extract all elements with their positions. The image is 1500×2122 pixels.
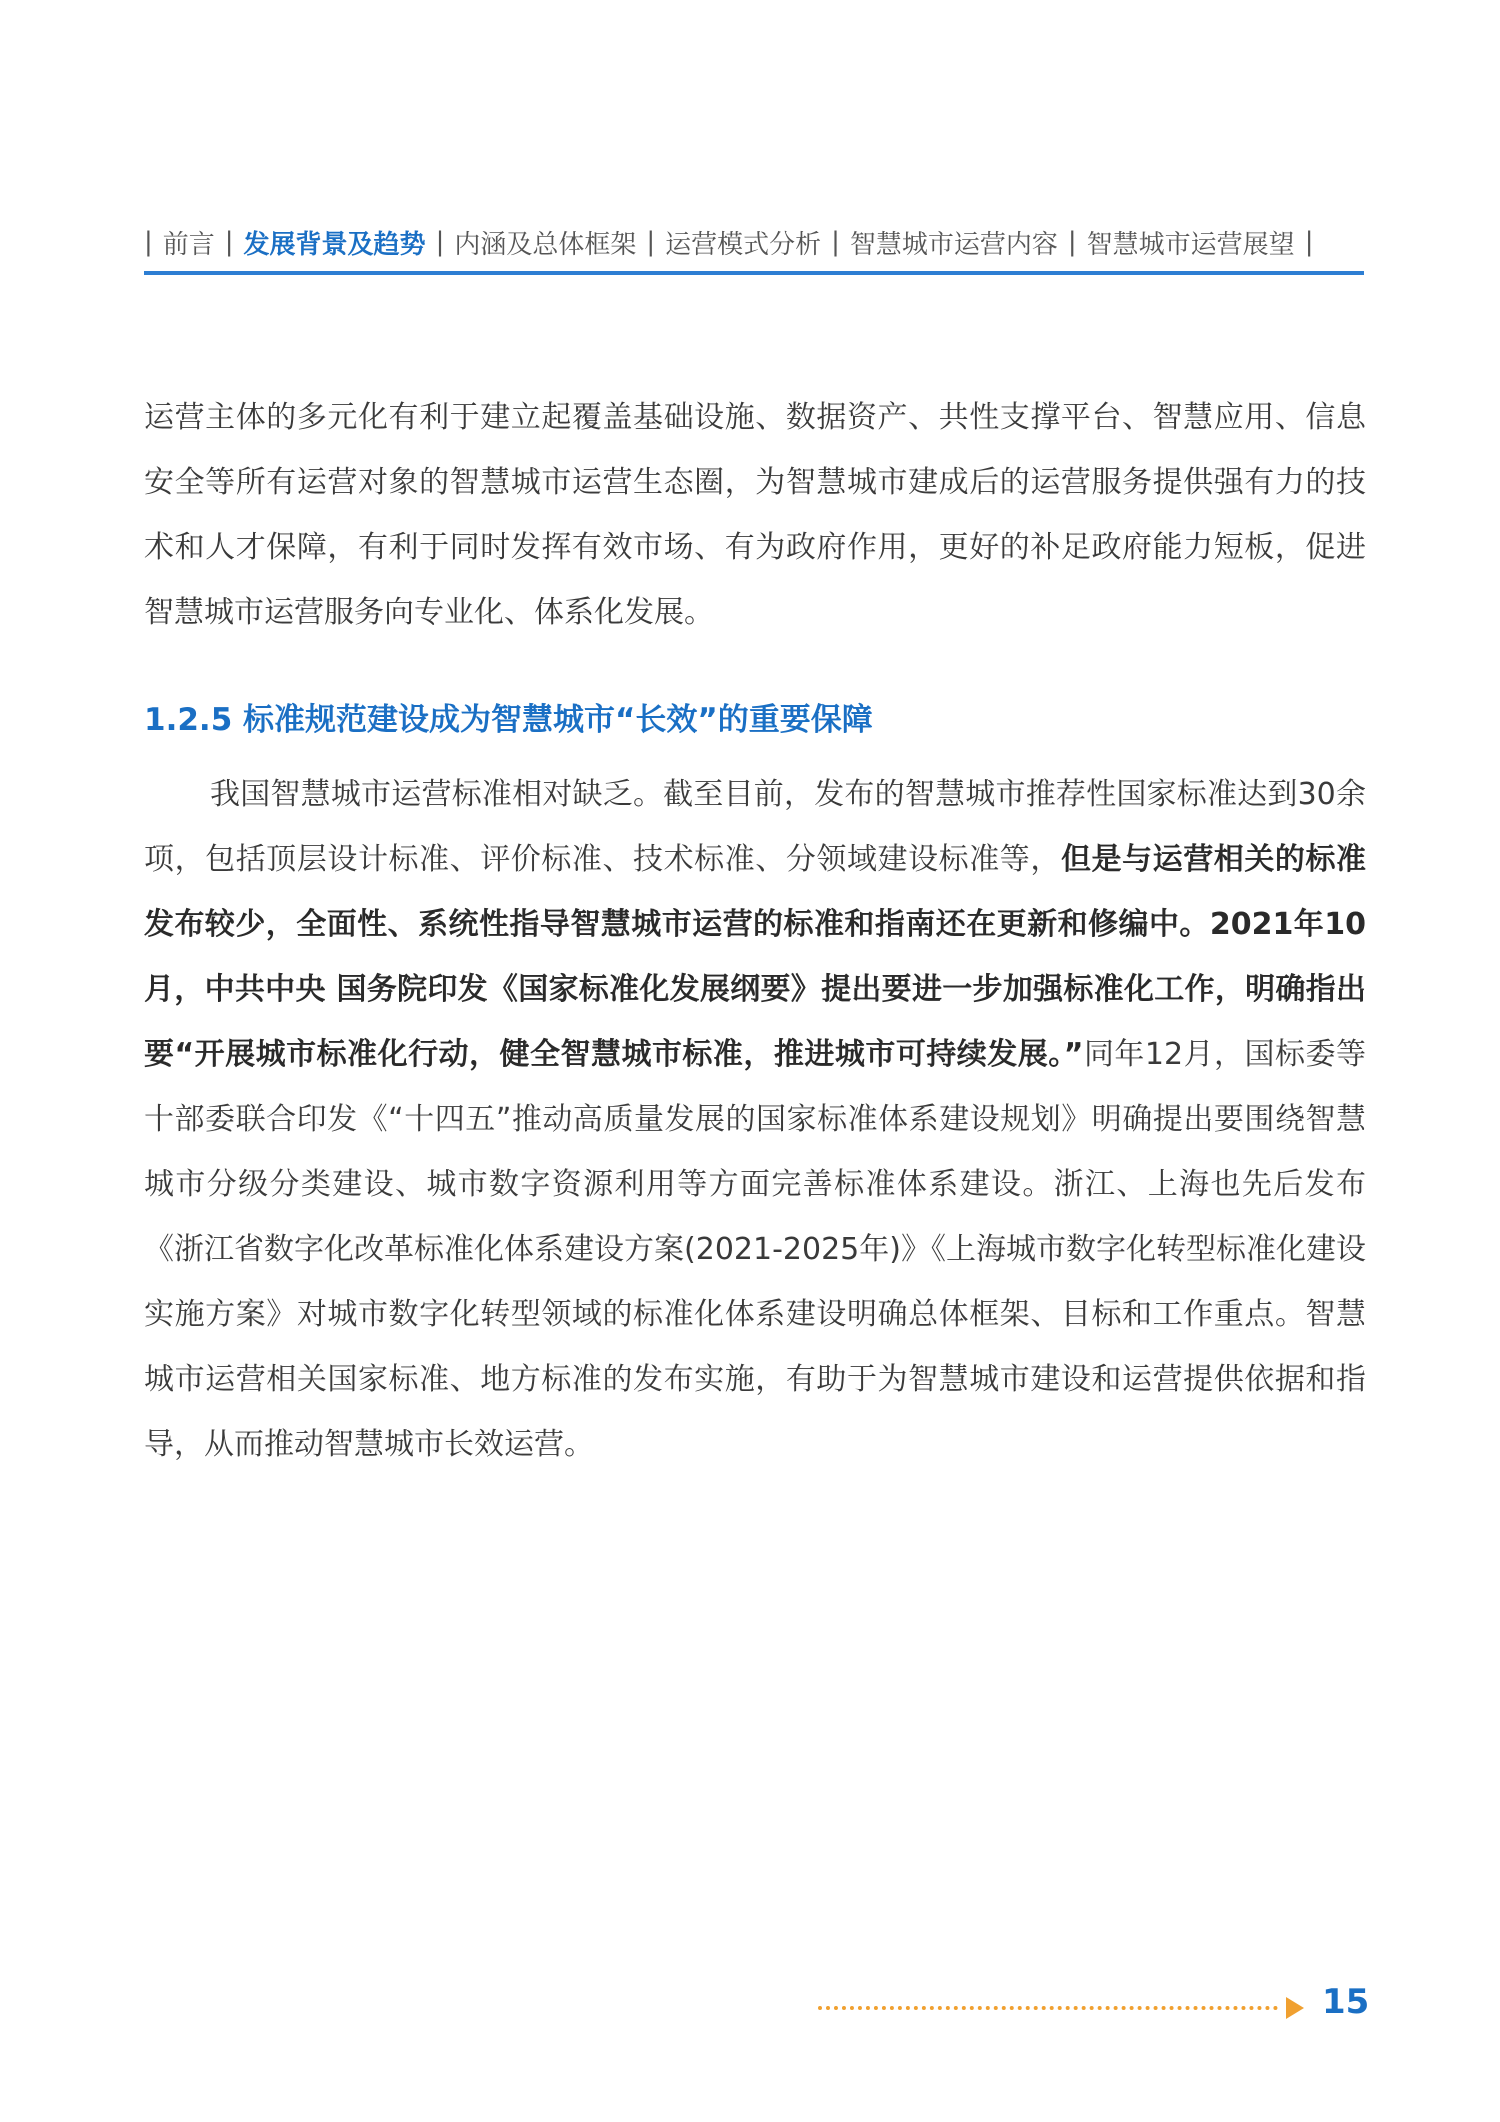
page-number: 15 xyxy=(1322,1982,1370,2022)
nav-separator: | xyxy=(1067,227,1077,257)
nav-separator: | xyxy=(1304,227,1314,257)
nav-item-framework[interactable]: 内涵及总体框架 xyxy=(454,229,637,260)
nav-separator: | xyxy=(144,227,153,257)
nav-item-outlook[interactable]: 智慧城市运营展望 xyxy=(1086,229,1295,260)
paragraph-text: 我国智慧城市运营标准相对缺乏。截至目前，发布的智慧城市推荐性国家标准达到30余项，包括顶层设计标准、评价标准、技术标准、分领域建设标准等， xyxy=(144,777,1366,877)
nav-separator: | xyxy=(831,227,840,257)
body-paragraph-2 xyxy=(144,762,1366,1477)
nav-item-operation-content[interactable]: 智慧城市运营内容 xyxy=(849,229,1058,260)
paragraph-emphasis: 但是与运营相关的标准发布较少，全面性、系统性指导智慧城市运营的标准和指南还在更新和修编中。2021年10月，中共中央 国务院印发《国家标准化发展纲要》提出要进一步加强标准化工作，明确指出要“开展城市标准化行动，健全智慧城市标准，推进城市可持续发展。” xyxy=(144,842,1367,1072)
section-nav xyxy=(144,222,1364,262)
section-heading: 1.2.5 标准规范建设成为智慧城市“长效”的重要保障 xyxy=(144,702,873,738)
nav-separator: | xyxy=(646,227,656,257)
nav-separator: | xyxy=(435,227,445,257)
nav-item-preface[interactable]: 前言 xyxy=(162,229,215,260)
nav-separator: | xyxy=(224,227,234,257)
footer-arrow-icon xyxy=(1286,1997,1304,2019)
nav-item-operation-modes[interactable]: 运营模式分析 xyxy=(665,229,822,260)
body-paragraph-1: 运营主体的多元化有利于建立起覆盖基础设施、数据资产、共性支撑平台、智慧应用、信息安全等所有运营对象的智慧城市运营生态圈，为智慧城市建成后的运营服务提供强有力的技术和人才保障，有利于同时发挥有效市场、有为政府作用，更好的补足政府能力短板，促进智慧城市运营服务向专业化、体系化发展。 xyxy=(144,400,1366,630)
nav-item-background-trends[interactable]: 发展背景及趋势 xyxy=(243,229,426,260)
paragraph-text: 同年12月，国标委等十部委联合印发《“十四五”推动高质量发展的国家标准体系建设规划》明确提出要围绕智慧城市分级分类建设、城市数字资源利用等方面完善标准体系建设。浙江、上海也先后发布《浙江省数字化改革标准化体系建设方案(2021-2025年)》《上海城市数字化转型标准化建设实施方案》对城市数字化转型领域的标准化体系建设明确总体框架、目标和工作重点。智慧城市运营相关国家标准、地方标准的发布实施，有助于为智慧城市建设和运营提供依据和指导，从而推动智慧城市长效运营。 xyxy=(144,1037,1366,1462)
footer-dotted-line xyxy=(818,2006,1278,2010)
header-rule xyxy=(144,271,1364,275)
